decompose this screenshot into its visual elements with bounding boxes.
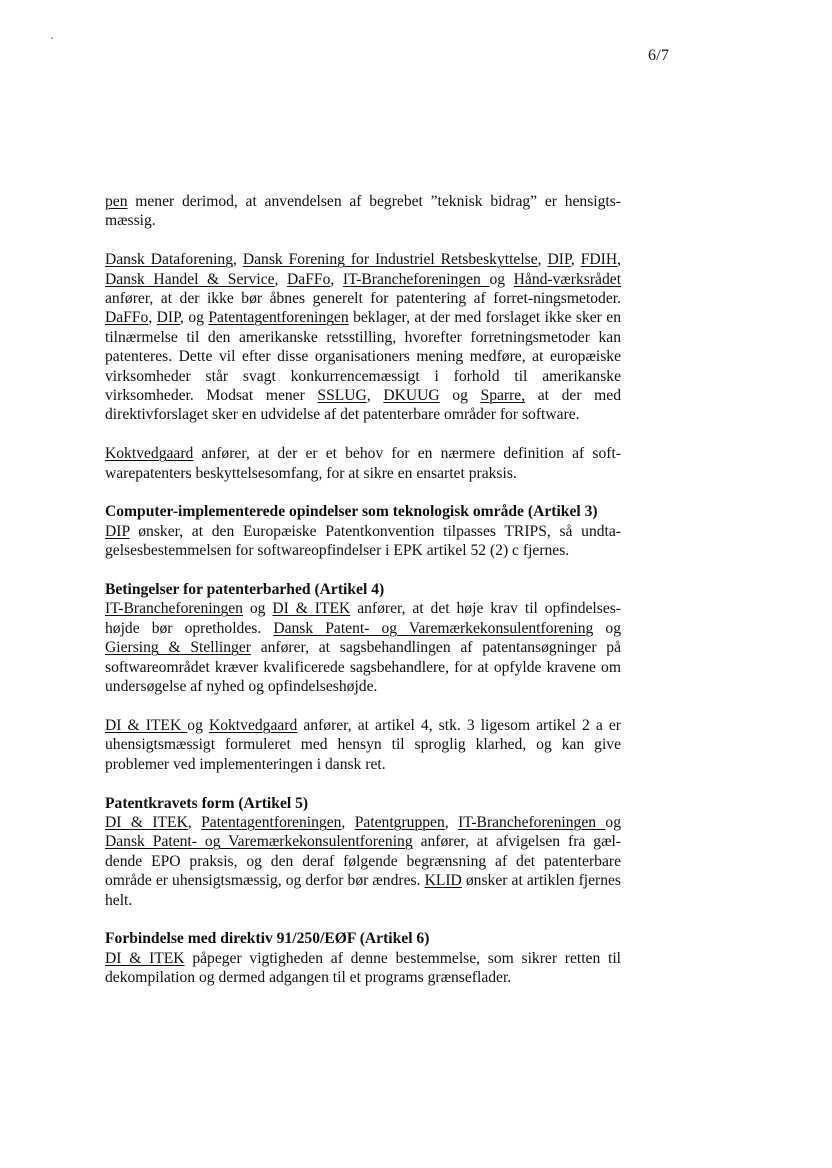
text-run: og: [489, 270, 514, 288]
text-run: anfører, at sagsbehandlingen af patentansøgninger på softwareområdet kræver kvalificerede sagsbehandlere, for at opfylde kravene om undersøgelse af nyhed og opfindelseshøjde.: [105, 639, 622, 696]
text-run: ,: [148, 309, 157, 327]
text-run: beklager, at der med forslaget ikke sker en tilnærmelse til den amerikanske retsstilling, hvorefter forretningsmetoder kan patenteres. Dette vil efter disse organisationers mening medføre, at europæiske virksomheder står svagt konkurrencemæssigt i forhold til amerikanske virksomheder. Modsat mener: [105, 309, 621, 405]
organization-name: SSLUG: [317, 387, 367, 405]
paragraph: [105, 192, 621, 231]
paragraph-block: [105, 250, 621, 425]
document-body: [105, 192, 621, 988]
text-run: ,: [617, 251, 622, 269]
paragraph: [105, 716, 621, 774]
organization-name: Dansk Forening for Industriel Retsbeskyttelse: [242, 251, 538, 269]
organization-name: DI & ITEK: [105, 813, 188, 831]
text-run: og: [439, 387, 481, 405]
section: [105, 580, 621, 696]
text-run: , og: [180, 309, 209, 327]
organization-name: Giersing & Stellinger: [105, 639, 251, 657]
organization-name: DI & ITEK: [105, 716, 188, 734]
text-run: at der med direktivforslaget sker en udvidelse af det patenterbare områder for software.: [105, 387, 622, 424]
text-run: ønsker at artiklen fjernes helt.: [105, 872, 621, 909]
organization-name: DaFFo: [287, 270, 331, 288]
paragraph-block: [105, 716, 621, 774]
organization-name: Hånd-værksrådet: [513, 270, 622, 288]
organization-name: Dansk Patent- og Varemærkekonsulentforening: [105, 833, 413, 851]
section-heading: Betingelser for patenterbarhed (Artikel 4): [105, 581, 385, 599]
text-run: ,: [233, 251, 243, 269]
text-run: anfører, at der ikke bør åbnes generelt for patentering af forret-ningsmetoder.: [105, 290, 621, 308]
text-run: ,: [341, 813, 355, 831]
paragraph: [105, 444, 621, 483]
organization-name: Dansk Handel & Service: [105, 270, 275, 288]
paragraph: [105, 599, 621, 696]
text-run: ,: [274, 270, 288, 288]
organization-name: Dansk Patent- og Varemærkekonsulentforening: [273, 619, 594, 637]
section: [105, 929, 621, 987]
paragraph-block: [105, 444, 621, 483]
page-number: 6/7: [648, 47, 670, 64]
text-run: anfører, at der er et behov for en nærmere definition af soft-warepatenters beskyttelsesomfang, for at sikre en ensartet praksis.: [105, 445, 621, 482]
organization-name: Patentgruppen: [354, 813, 445, 831]
organization-name: DIP: [547, 251, 571, 269]
organization-name: DI & ITEK: [105, 949, 185, 967]
text-run: ,: [187, 813, 202, 831]
organization-name: DIP: [156, 309, 181, 327]
text-run: ,: [330, 270, 343, 288]
text-run: anfører, at det høje krav til opfindelses-højde bør opretholdes.: [105, 600, 621, 637]
text-run: anfører, at afvigelsen fra gæl-dende EPO praksis, og den deraf følgende begrænsning af det patenterbare område er uhensigtsmæssig, og derfor bør ændres.: [105, 833, 622, 890]
organization-name: Patentagentforeningen: [201, 813, 342, 831]
text-run: og: [242, 600, 273, 618]
text-run: ønsker, at den Europæiske Patentkonvention tilpasses TRIPS, så undta-gelsesbestemmelsen for softwareopfindelser i EPK artikel 52 (2) c fjernes.: [105, 522, 621, 560]
paragraph: [105, 813, 621, 910]
organization-name: KLID: [424, 872, 462, 890]
paragraph-block: [105, 192, 621, 231]
organization-name: Dansk Dataforening: [105, 251, 234, 269]
text-run: anfører, at artikel 4, stk. 3 ligesom artikel 2 a er uhensigtsmæssigt formuleret med hensyn til sproglig klarhed, og kan give problemer ved implementeringen i dansk ret.: [105, 716, 621, 773]
organization-name: pen: [105, 193, 128, 210]
organization-name: Koktvedgaard: [105, 445, 194, 463]
text-run: og: [593, 619, 622, 637]
organization-name: Sparre,: [480, 387, 526, 405]
organization-name: Patentagentforeningen: [208, 309, 349, 327]
organization-name: IT-Brancheforeningen: [342, 270, 490, 288]
organization-name: DKUUG: [383, 387, 440, 405]
section-heading: Computer-implementerede opindelser som teknologisk område (Artikel 3): [105, 503, 598, 521]
text-run: og: [605, 813, 622, 831]
text-run: og: [187, 716, 209, 734]
text-run: påpeger vigtigheden af denne bestemmelse, som sikrer retten til dekompilation og dermed adgangen til et programs grænseflader.: [105, 949, 621, 987]
text-run: ,: [444, 813, 459, 831]
organization-name: IT-Brancheforeningen: [105, 600, 243, 618]
organization-name: DaFFo: [105, 309, 149, 327]
paragraph: [105, 250, 621, 425]
paragraph: [105, 522, 621, 561]
text-run: mener derimod, at anvendelsen af begrebet ”teknisk bidrag” er hensigts-mæssig.: [105, 193, 621, 230]
organization-name: FDIH: [580, 251, 618, 269]
organization-name: Koktvedgaard: [208, 716, 298, 734]
section: [105, 502, 621, 560]
section: [105, 794, 621, 910]
organization-name: DI & ITEK: [272, 600, 351, 618]
organization-name: DIP: [105, 522, 130, 540]
text-run: ,: [570, 251, 581, 269]
paragraph: [105, 949, 621, 988]
text-run: ,: [537, 251, 548, 269]
scan-speck: [51, 37, 53, 39]
section-heading: Patentkravets form (Artikel 5): [105, 794, 309, 812]
section-heading: Forbindelse med direktiv 91/250/EØF (Artikel 6): [105, 930, 430, 948]
organization-name: IT-Brancheforeningen: [458, 813, 606, 831]
text-run: ,: [366, 387, 384, 405]
